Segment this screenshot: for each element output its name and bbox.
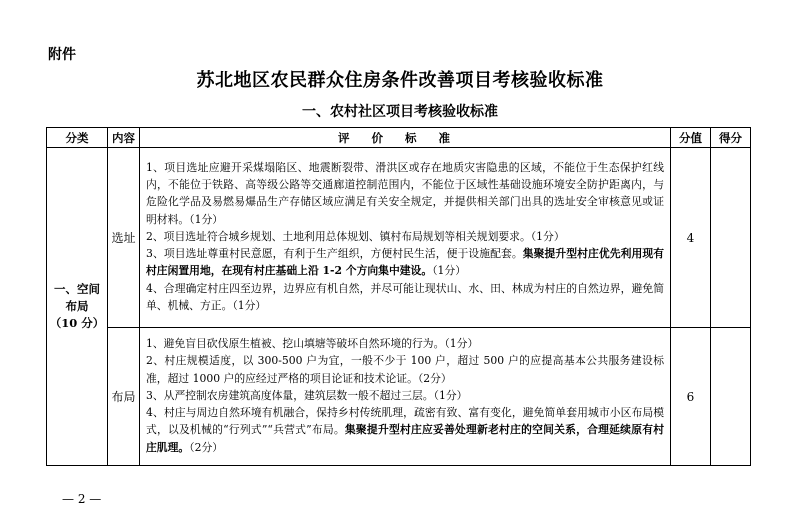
- category-line-2: 布局: [65, 299, 89, 313]
- category-line-1: 一、空间: [54, 282, 100, 296]
- criteria-item: 2、项目选址符合城乡规划、土地利用总体规划、镇村布局规划等相关规划要求。（1分）: [146, 229, 565, 243]
- content-cell: 布局: [108, 328, 140, 466]
- criteria-item-score: （2分）: [189, 440, 224, 454]
- table-header-row: [47, 128, 751, 148]
- criteria-cell: [140, 148, 671, 328]
- document-title: 苏北地区农民群众住房条件改善项目考核验收标准: [196, 70, 604, 91]
- header-content: 内容: [108, 128, 140, 148]
- category-line-3: （10 分）: [49, 316, 105, 330]
- criteria-item: [146, 404, 664, 456]
- score-got-cell: [711, 148, 751, 328]
- score-got-cell: [711, 328, 751, 466]
- criteria-item: 4、合理确定村庄四至边界，边界应有机自然，并尽可能让现状山、水、田、林成为村庄的自然边界，避免简单、机械、方正。（1分）: [146, 281, 664, 312]
- criteria-item-bold: 集聚提升型村庄应妥善处理新老村庄的空间关系，合理延续原有村庄肌理。: [146, 423, 665, 454]
- page-number: — 2 —: [62, 492, 102, 506]
- criteria-item: 1、避免盲目砍伐原生植被、挖山填塘等破坏自然环境的行为。（1分）: [146, 337, 479, 351]
- category-cell: [47, 148, 108, 466]
- criteria-item: 2、村庄规模适度，以 300-500 户为宜，一般不少于 100 户，超过 500 户的应提高基本公共服务建设标准，超过 1000 户的应经过严格的项目论证和技术论证。（2分）: [146, 354, 664, 385]
- header-criteria: 评价标准: [140, 128, 671, 148]
- content-cell: 选址: [108, 148, 140, 328]
- header-score-value: 分值: [671, 128, 711, 148]
- section-subtitle: 一、农村社区项目考核验收标准: [302, 104, 498, 120]
- header-category: 分类: [47, 128, 108, 148]
- table-row: [47, 328, 751, 466]
- criteria-item: 3、从严控制农房建筑高度体量，建筑层数一般不超过三层。（1分）: [146, 388, 468, 402]
- criteria-item-text: 4、村庄与周边自然环境有机融合，保持乡村传统肌理，疏密有致、富有变化，避免简单套用城市小区布局模式，以及机械的“行列式”“兵营式”布局。: [146, 406, 664, 437]
- score-value-cell: 6: [671, 328, 711, 466]
- criteria-table: [46, 127, 751, 466]
- criteria-item: 1、项目选址应避开采煤塌陷区、地震断裂带、滑洪区或存在地质灾害隐患的区域，不能位于生态保护红线内，不能位于铁路、高等级公路等交通廊道控制范围内，不能位于区域性基础设施环境安全防护距离内，与危险化学品及易燃易爆品生产存储区域应满足有关安全规定，并提供相关部门出具的选址安全审核意见或证明材料。（1分）: [146, 161, 664, 226]
- attachment-label: 附件: [48, 47, 76, 63]
- criteria-item-text: 3、项目选址尊重村民意愿，有利于生产组织，方便村民生活，便于设施配套。: [146, 247, 523, 261]
- score-value-cell: 4: [671, 148, 711, 328]
- criteria-cell: [140, 328, 671, 466]
- criteria-item-bold: 集聚提升型村庄优先利用现有村庄闲置用地，在现有村庄基础上沿 1-2 个方向集中建设。: [146, 247, 664, 278]
- criteria-item: [146, 245, 664, 279]
- table-row: [47, 148, 751, 328]
- criteria-item-score: （1分）: [432, 264, 467, 278]
- header-score-got: 得分: [711, 128, 751, 148]
